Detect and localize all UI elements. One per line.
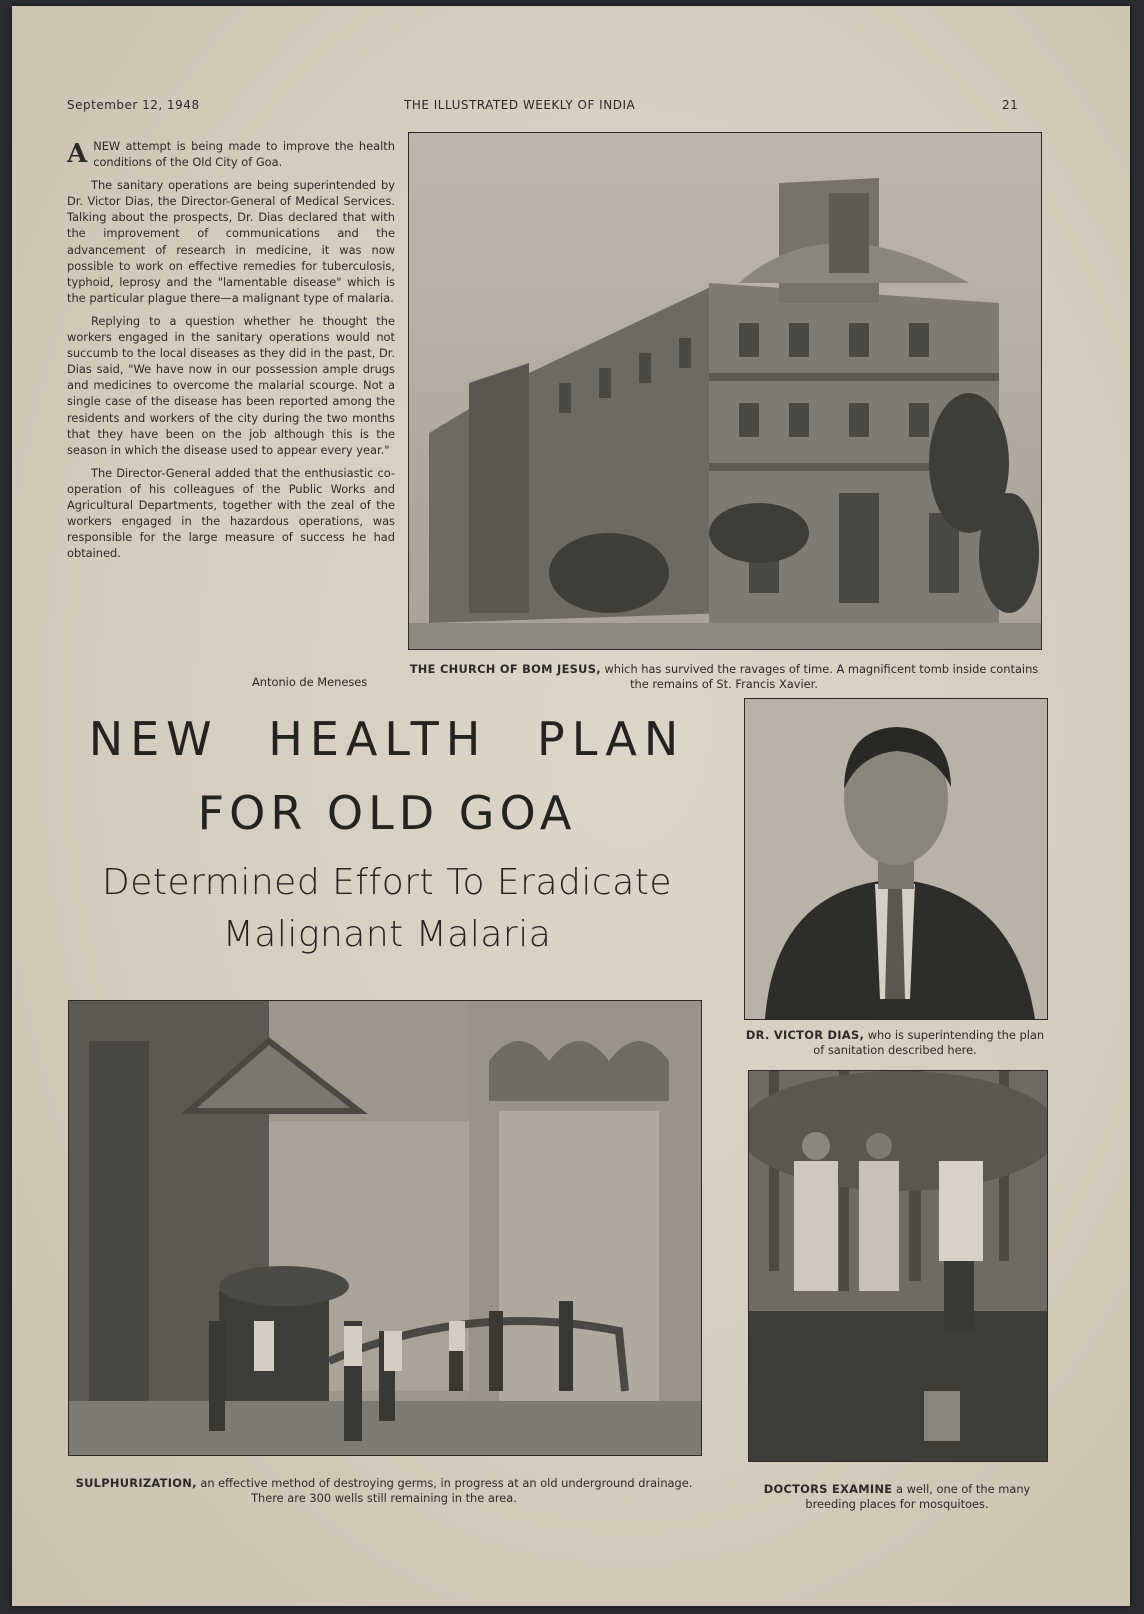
doctors-caption: DOCTORS EXAMINE a well, one of the many breeding places for mosquitoes. <box>763 1482 1031 1511</box>
headline-line-2: FOR OLD GOA <box>197 786 577 840</box>
headline-line-1: NEW HEALTH PLAN <box>88 712 686 766</box>
article-paragraph: Replying to a question whether he thought the workers engaged in the sanitary operations would not succumb to the local diseases as they did in the past, Dr. Dias said, "We have now in our possession ample drugs and medicines to overcome the malarial scourge. Not a single case of the disease has been reported among the residents and workers of the city during the two months that they have been on the job although this is the season in which the disease used to appear every year." <box>67 313 395 457</box>
publication-title: THE ILLUSTRATED WEEKLY OF INDIA <box>404 98 636 112</box>
portrait-photo <box>744 698 1048 1020</box>
sulphurization-illustration <box>69 1001 701 1455</box>
article-paragraph: ANEW attempt is being made to improve the health conditions of the Old City of Goa. <box>67 139 395 170</box>
issue-date: September 12, 1948 <box>67 98 200 112</box>
doctors-photo <box>748 1070 1048 1462</box>
subheadline-line-1: Determined Effort To Eradicate <box>101 862 673 903</box>
church-photo <box>408 132 1042 650</box>
drop-cap: A <box>67 139 88 169</box>
magazine-page <box>12 6 1130 1606</box>
sulphurization-caption: SULPHURIZATION, an effective method of destroying germs, in progress at an old underground drainage. There are 300 wells still remaining in the area. <box>75 1476 693 1505</box>
portrait-illustration <box>745 699 1047 1019</box>
portrait-caption: DR. VICTOR DIAS, who is superintending the plan of sanitation described here. <box>745 1028 1045 1057</box>
church-caption: THE CHURCH OF BOM JESUS, which has survived the ravages of time. A magnificent tomb inside contains the remains of St. Francis Xavier. <box>409 662 1039 691</box>
article-body <box>67 138 395 568</box>
church-illustration <box>409 133 1041 649</box>
byline: Antonio de Meneses <box>252 675 368 689</box>
sulphurization-photo <box>68 1000 702 1456</box>
page-number: 21 <box>1002 98 1019 112</box>
subheadline-line-2: Malignant Malaria <box>222 914 552 955</box>
article-paragraph: The sanitary operations are being superintended by Dr. Victor Dias, the Director-General of Medical Services. Talking about the prospects, Dr. Dias declared that with the improvement of communications and the advancement of research in medicine, it was now possible to work on effective remedies for tuberculosis, typhoid, leprosy and the "lamentable disease" which is the particular plague there—a malignant type of malaria. <box>67 178 395 305</box>
article-paragraph: The Director-General added that the enthusiastic co-operation of his colleagues of the Public Works and Agricultural Departments, together with the zeal of the workers engaged in the hazardous operations, was responsible for the large measure of success he had obtained. <box>67 465 395 561</box>
doctors-illustration <box>749 1071 1047 1461</box>
